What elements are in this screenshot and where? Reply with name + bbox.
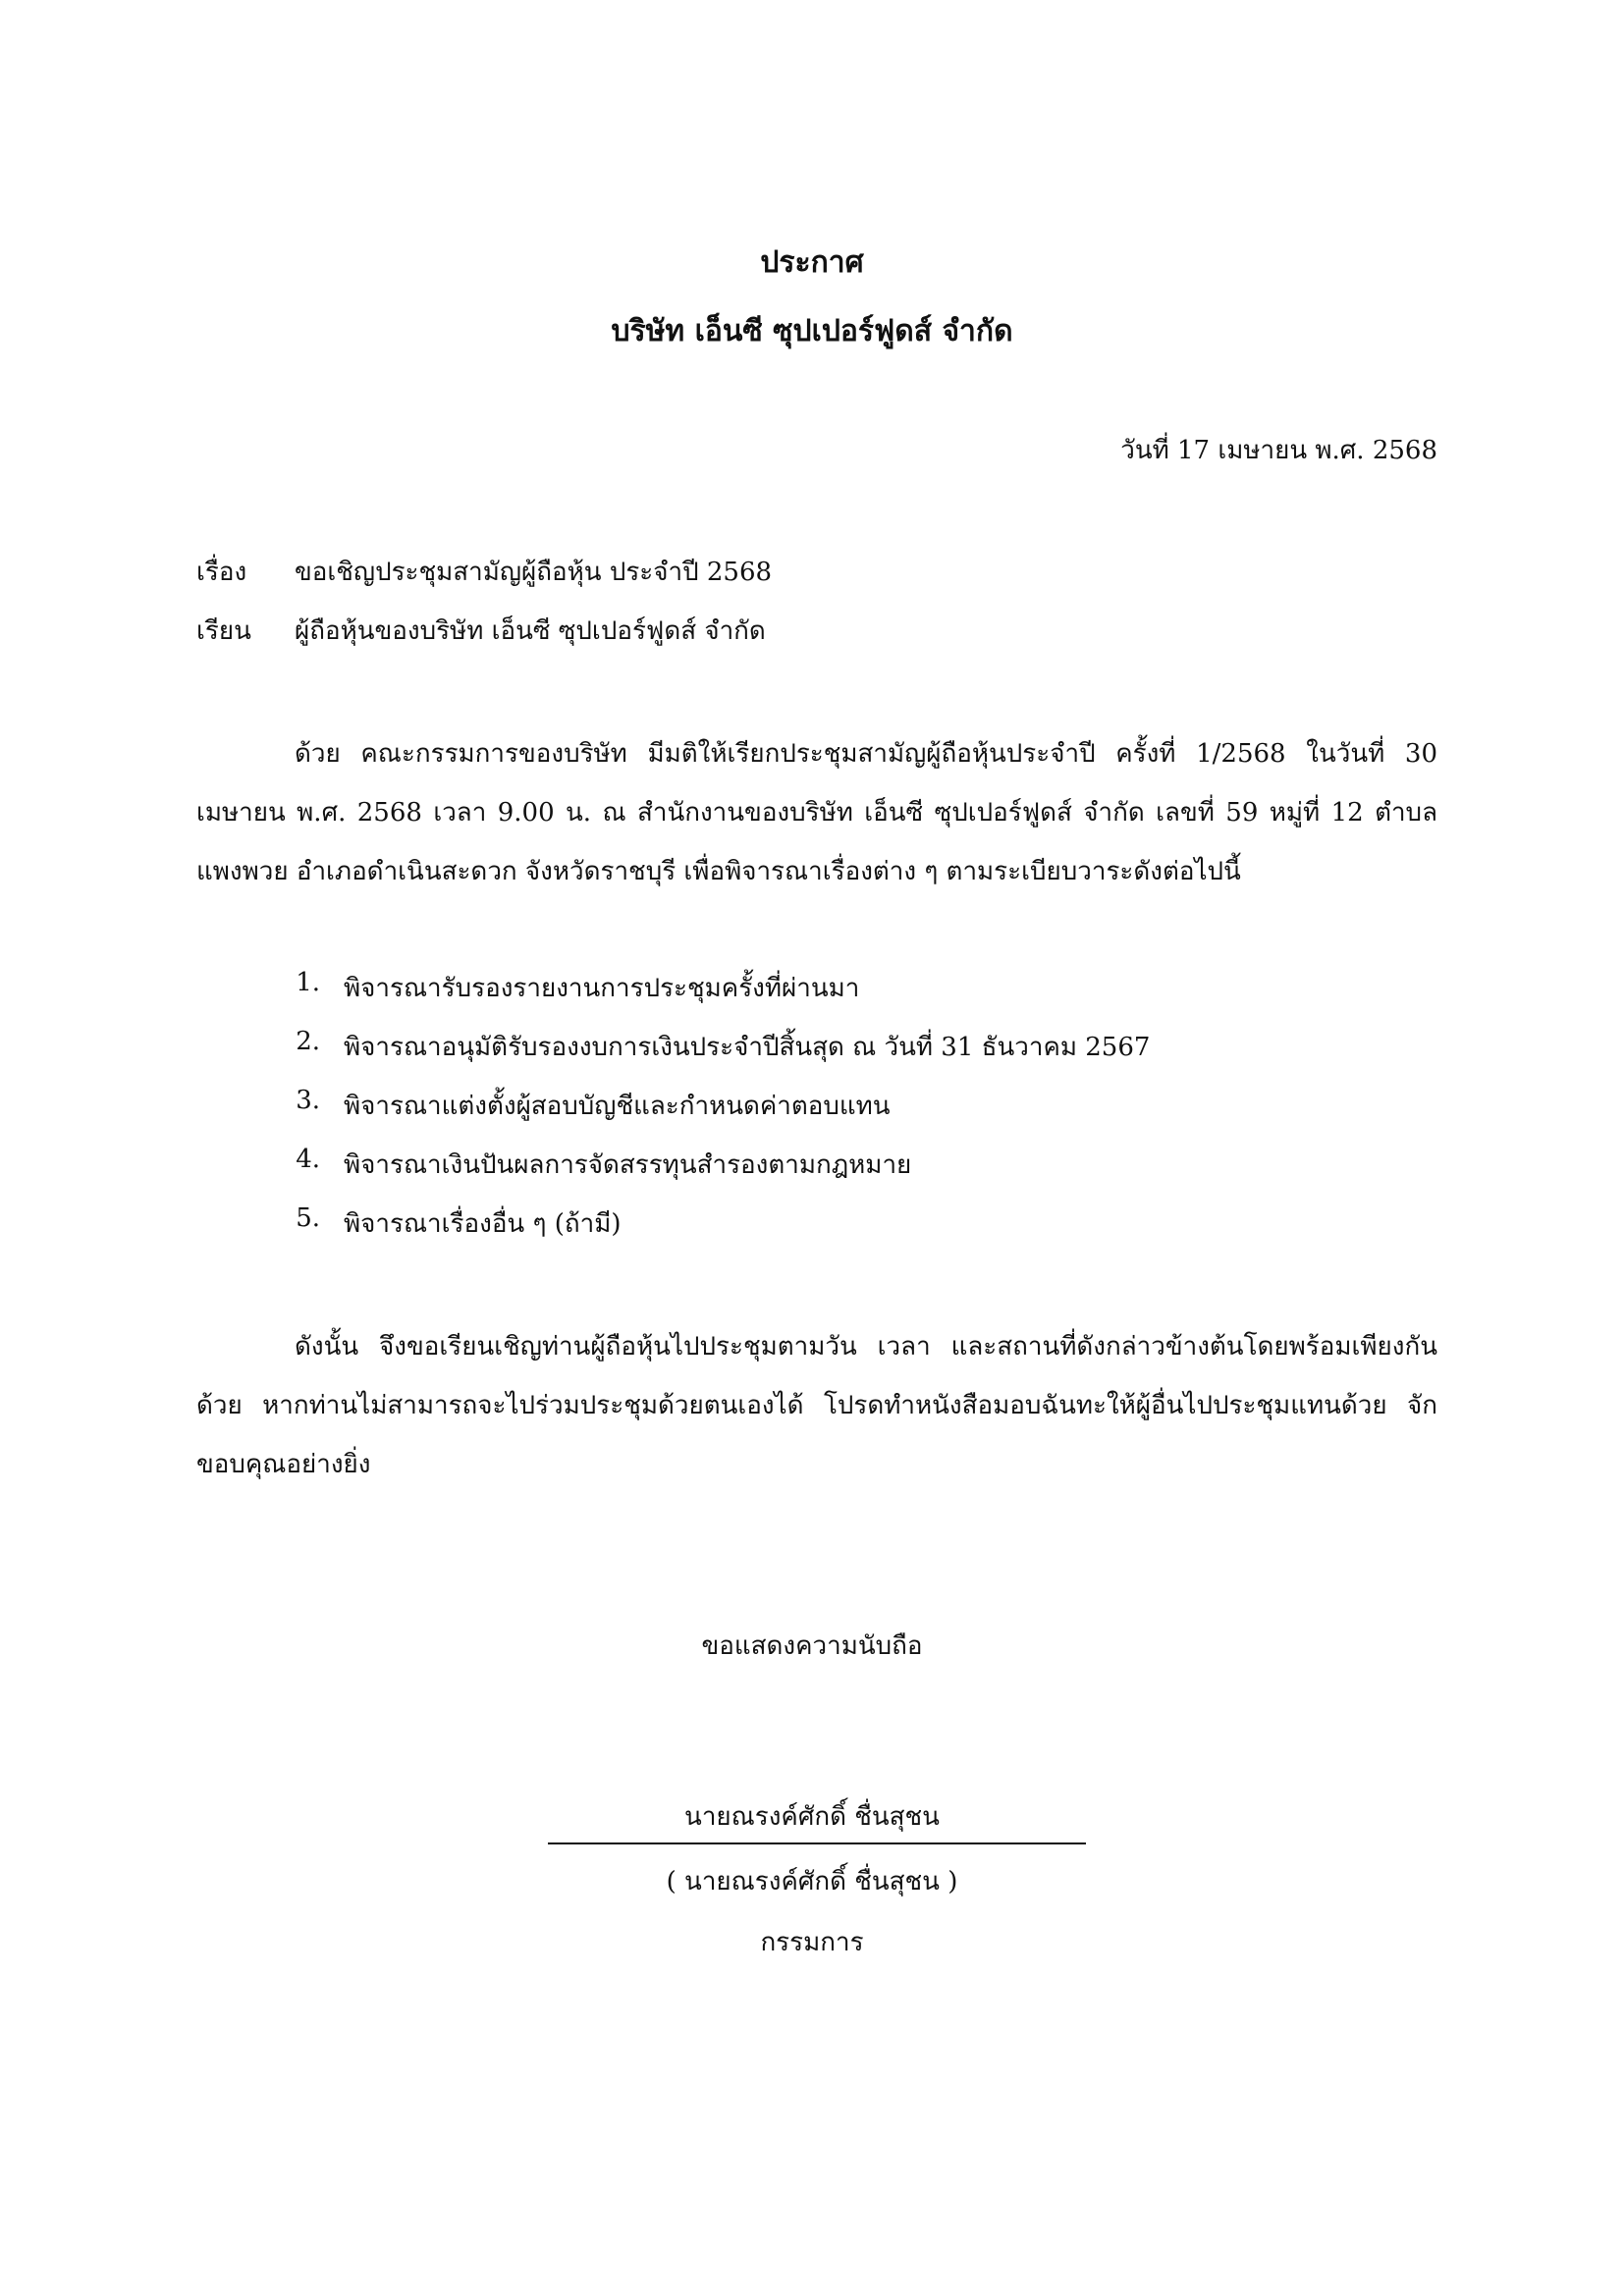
- closing-paragraph-text: ดังนั้น จึงขอเรียนเชิญท่านผู้ถือหุ้นไปประชุมตามวัน เวลา และสถานที่ดังกล่าวข้างต้นโดยพร้อมเพียงกันด้วย หากท่านไม่สามารถจะไปร่วมประชุมด้วยตนเองได้ โปรดทำหนังสือมอบฉันทะให้ผู้อื่นไปประชุมแทนด้วย จักขอบคุณอย่างยิ่ง: [196, 1332, 1437, 1479]
- agenda-item-text: พิจารณาแต่งตั้งผู้สอบบัญชีและกำหนดค่าตอบแทน: [344, 1092, 891, 1121]
- agenda-item-number: 5.: [296, 1203, 320, 1233]
- signature-line: [548, 1842, 1086, 1844]
- recipient-label: เรียน: [196, 616, 251, 646]
- intro-paragraph-text: ด้วย คณะกรรมการของบริษัท มีมติให้เรียกประชุมสามัญผู้ถือหุ้นประจำปี ครั้งที่ 1/2568 ในวันที่ 30 เมษายน พ.ศ. 2568 เวลา 9.00 น. ณ สำนักงานของบริษัท เอ็นซี ซุปเปอร์ฟูดส์ จำกัด เลขที่ 59 หมู่ที่ 12 ตำบลแพงพวย อำเภอดำเนินสะดวก จังหวัดราชบุรี เพื่อพิจารณาเรื่องต่าง ๆ ตามระเบียบวาระดังต่อไปนี้: [196, 739, 1437, 886]
- agenda-item-number: 4.: [296, 1145, 320, 1174]
- agenda-item-text: พิจารณารับรองรายงานการประชุมครั้งที่ผ่านมา: [344, 974, 860, 1003]
- signer-name: นายณรงค์ศักดิ์ ชื่นสุชน: [684, 1802, 940, 1832]
- intro-paragraph: [196, 724, 1437, 901]
- signer-position: กรรมการ: [760, 1928, 864, 1957]
- company-name: บริษัท เอ็นซี ซุปเปอร์ฟูดส์ จำกัด: [611, 314, 1013, 348]
- agenda-item-text: พิจารณาอนุมัติรับรองงบการเงินประจำปีสิ้นสุด ณ วันที่ 31 ธันวาคม 2567: [344, 1033, 1151, 1062]
- agenda-item-number: 1.: [296, 968, 320, 997]
- signer-printed-name: ( นายณรงค์ศักดิ์ ชื่นสุชน ): [666, 1867, 958, 1896]
- agenda-item-text: พิจารณาเรื่องอื่น ๆ (ถ้ามี): [344, 1209, 622, 1239]
- closing-paragraph: [196, 1317, 1437, 1494]
- announcement-title: ประกาศ: [760, 245, 864, 280]
- regards-text: ขอแสดงความนับถือ: [701, 1631, 923, 1661]
- recipient-value: ผู้ถือหุ้นของบริษัท เอ็นซี ซุปเปอร์ฟูดส์ จำกัด: [295, 616, 766, 646]
- subject-label: เรื่อง: [196, 558, 247, 587]
- subject-value: ขอเชิญประชุมสามัญผู้ถือหุ้น ประจำปี 2568: [295, 558, 773, 587]
- agenda-item-number: 3.: [296, 1086, 320, 1115]
- agenda-item-number: 2.: [296, 1027, 320, 1056]
- document-date: วันที่ 17 เมษายน พ.ศ. 2568: [1120, 436, 1437, 465]
- agenda-item-text: พิจารณาเงินปันผลการจัดสรรทุนสำรองตามกฎหมาย: [344, 1150, 912, 1180]
